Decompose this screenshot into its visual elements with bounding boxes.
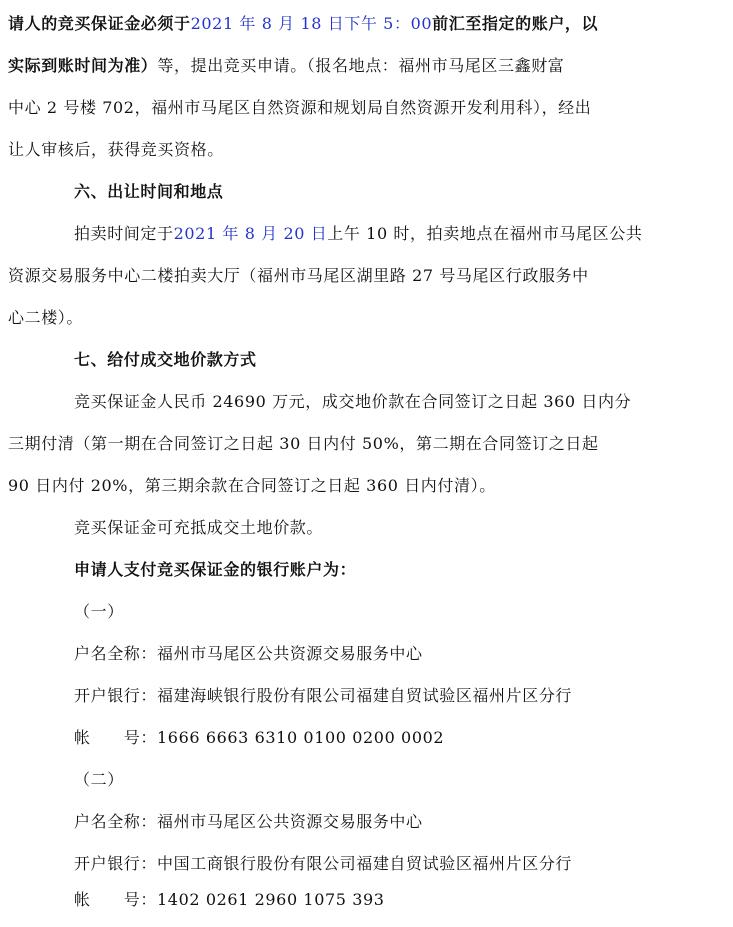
account-1-index: （一） xyxy=(74,602,124,621)
account-2-number-label: 帐 号： xyxy=(74,890,158,909)
account-1-number: 1666 6663 6310 0100 0200 0002 xyxy=(157,728,445,747)
intro-line-2-text: 等，提出竞买申请。（报名地点：福州市马尾区三鑫财富 xyxy=(157,56,565,75)
account-2-bank: 中国工商银行股份有限公司福建自贸试验区福州片区分行 xyxy=(157,854,573,873)
account-1-name: 福州市马尾区公共资源交易服务中心 xyxy=(157,644,423,663)
section-7-line-1: 竞买保证金人民币 24690 万元，成交地价款在合同签订之日起 360 日内分 xyxy=(74,392,632,411)
account-2-bank-label: 开户银行： xyxy=(74,854,158,873)
intro-line-1-text-c: 前汇至指定的账户，以 xyxy=(432,14,599,33)
account-2-index: （二） xyxy=(74,770,124,789)
section-7-line-2: 三期付清（第一期在合同签订之日起 30 日内付 50%，第二期在合同签订之日起 xyxy=(8,434,599,453)
auction-date-highlight: 2021 年 8 月 20 日 xyxy=(173,224,328,243)
intro-line-2 xyxy=(8,56,564,76)
section-7-line-4: 竞买保证金可充抵成交土地价款。 xyxy=(74,518,324,537)
deadline-highlight: 2021 年 8 月 18 日下午 5：00 xyxy=(190,14,433,33)
section-6-line-1 xyxy=(74,224,642,244)
section-6-line-1-a: 拍卖时间定于 xyxy=(74,224,174,243)
account-1-bank-label: 开户银行： xyxy=(74,686,158,705)
section-7-line-3: 90 日内付 20%，第三期余款在合同签订之日起 360 日内付清）。 xyxy=(8,476,496,495)
account-1-name-label: 户名全称： xyxy=(74,644,158,663)
account-1-name-row xyxy=(74,644,423,664)
intro-line-4: 让人审核后，获得竞买资格。 xyxy=(8,140,224,159)
section-6-heading: 六、出让时间和地点 xyxy=(74,182,224,201)
account-1-number-label: 帐 号： xyxy=(74,728,158,747)
section-6-line-2: 资源交易服务中心二楼拍卖大厅（福州市马尾区湖里路 27 号马尾区行政服务中 xyxy=(8,266,589,285)
section-6-line-3: 心二楼）。 xyxy=(8,308,84,327)
account-2-name-row xyxy=(74,812,423,832)
intro-line-1-text-a: 请人的竞买保证金必须于 xyxy=(8,14,191,33)
section-6-line-1-c: 上午 10 时，拍卖地点在福州市马尾区公共 xyxy=(327,224,643,243)
intro-line-1 xyxy=(8,14,598,34)
bank-heading: 申请人支付竞买保证金的银行账户为： xyxy=(74,560,357,579)
account-1-bank-row xyxy=(74,686,572,706)
account-1-bank: 福建海峡银行股份有限公司福建自贸试验区福州片区分行 xyxy=(157,686,573,705)
account-2-name-label: 户名全称： xyxy=(74,812,158,831)
account-2-bank-row xyxy=(74,854,572,874)
intro-line-3: 中心 2 号楼 702，福州市马尾区自然资源和规划局自然资源开发利用科），经出 xyxy=(8,98,592,117)
account-2-name: 福州市马尾区公共资源交易服务中心 xyxy=(157,812,423,831)
account-2-number: 1402 0261 2960 1075 393 xyxy=(157,890,385,909)
account-2-number-row xyxy=(74,890,385,910)
account-1-number-row xyxy=(74,728,444,748)
section-7-heading: 七、给付成交地价款方式 xyxy=(74,350,257,369)
intro-line-2-bold: 实际到账时间为准） xyxy=(8,56,158,75)
